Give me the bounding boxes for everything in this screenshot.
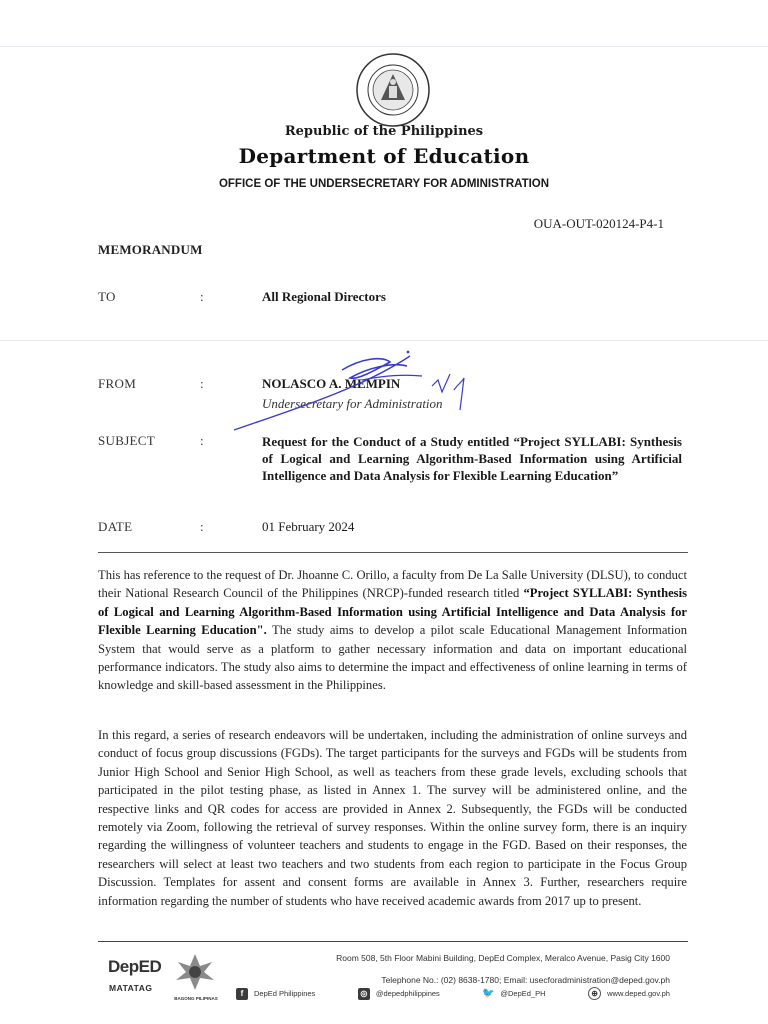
subject-label: SUBJECT (98, 433, 156, 448)
scan-artifact-line (0, 340, 768, 341)
footer-divider (98, 941, 688, 942)
footer-telephone: Telephone No.: (02) 8638-1780; Email: usecforadministration@deped.gov.ph (381, 975, 670, 985)
memo-title: MEMORANDUM (98, 242, 203, 257)
facebook-label: DepEd Philippines (254, 989, 316, 998)
office-header: OFFICE OF THE UNDERSECRETARY FOR ADMINISTRATION (218, 178, 550, 190)
bagong-pilipinas-text: BAGONG PILIPINAS (174, 996, 218, 1001)
subject-value: Request for the Conduct of a Study entitled “Project SYLLABI: Synthesis of Logical and Learning Algorithm-Based Information using Artificial Intelligence and Data Analysis for Flexible Learning Education” (262, 434, 682, 483)
deped-logo: DepED (108, 957, 162, 976)
website-link[interactable] (588, 987, 670, 1000)
body-paragraph-1 (98, 566, 687, 695)
footer-social-links (236, 987, 670, 1000)
twitter-link[interactable] (482, 988, 545, 1000)
p1-description: The study aims to develop a pilot scale Educational Management Information System that would serve as a platform to gather necessary information and data on important educational performance indicators. The study also aims to determine the impact and effectiveness of online learning in terms of knowledge and skill-based assessment in the Philippines. (98, 623, 687, 693)
date-label: DATE (98, 519, 133, 534)
instagram-label: @depedphilippines (375, 989, 440, 998)
subject-colon: : (200, 433, 204, 448)
twitter-icon: 🐦 (482, 988, 495, 999)
handwritten-signature (232, 350, 477, 434)
from-name: NOLASCO A. MEMPIN (262, 376, 401, 391)
footer-address: Room 508, 5th Floor Mabini Building, DepEd Complex, Meralco Avenue, Pasig City 1600 (336, 953, 670, 963)
twitter-label: @DepEd_PH (500, 989, 546, 998)
to-value: All Regional Directors (262, 289, 386, 304)
p1-intro: This has reference to the request of Dr. Jhoanne C. Orillo, a faculty from De La Salle University (DLSU), to conduct their National Research Council of the Philippines (NRCP)-funded research titled (98, 568, 687, 601)
facebook-icon: f (236, 988, 248, 1000)
header-divider (98, 552, 688, 553)
to-colon: : (200, 289, 204, 304)
reference-code: OUA-OUT-020124-P4-1 (533, 216, 664, 231)
body-paragraph-2: In this regard, a series of research endeavors will be undertaken, including the administration of online surveys and conduct of focus group discussions (FGDs). The target participants for the surveys and FGDs will be students from Junior High School and Senior High School, as well as teachers from these grade levels, excluding schools that participated in the pilot testing phase, as listed in Annex 1. The survey will be administered online, and the respective links and QR codes for access are provided in Annex 2. Subsequently, the FGDs will be conducted remotely via Zoom, following the retrieval of survey responses. Within the online survey form, there is an inquiry regarding the willingness of volunteer teachers and students to engage in the FGD. Based on their responses, the researchers will select at least two teachers and two students from each region to participate in the Focus Group Discussion. Templates for assent and consent forms are available in Annex 3. Further, researchers require information regarding the number of students who have received academic awards from 2017 up to present. (98, 728, 687, 908)
deped-seal-icon (355, 52, 431, 128)
matatag-logo-text: MATATAG (109, 983, 153, 993)
date-value: 01 February 2024 (262, 519, 355, 534)
from-title: Undersecretary for Administration (262, 396, 443, 411)
website-label: www.deped.gov.ph (607, 989, 670, 998)
republic-header: Republic of the Philippines (284, 124, 484, 139)
to-label: TO (98, 289, 116, 304)
instagram-link[interactable] (358, 988, 440, 1000)
bagong-pilipinas-logo-icon (172, 950, 218, 994)
from-colon: : (200, 376, 204, 391)
p1-project-title: “Project SYLLABI: Synthesis of Logical and Learning Algorithm-Based Information using Artificial Intelligence and Data Analysis for Flexible Learning Education". (98, 586, 687, 638)
date-colon: : (200, 519, 204, 534)
globe-icon: ⊕ (588, 987, 601, 1000)
scan-artifact-line (0, 46, 768, 47)
from-label: FROM (98, 376, 137, 391)
facebook-link[interactable] (236, 988, 315, 1000)
instagram-icon: ◎ (358, 988, 370, 1000)
department-header: Department of Education (238, 144, 530, 168)
